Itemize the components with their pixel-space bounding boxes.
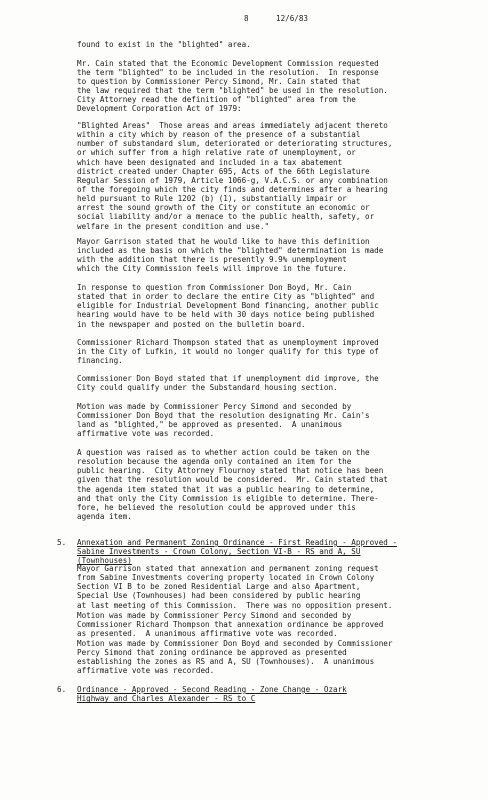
text-line: stated that in order to declare the entire City as "blighted" and xyxy=(77,292,375,302)
text-line: fore, he believed the resolution could be approved under this xyxy=(77,502,356,512)
text-line: Commissioner Don Boyd that the resolution designating Mr. Cain's xyxy=(77,411,370,421)
text-line: to question by Commissioner Percy Simond, Mr. Cain stated that xyxy=(77,77,361,87)
text-line: the term "blighted" to be included in the resolution. In response xyxy=(77,68,379,78)
text-line: City Attorney read the definition of "blighted" area from the xyxy=(77,95,356,104)
text-line: found to exist in the "blighted" area. xyxy=(77,40,251,49)
text-line: public hearing. City Attorney Flournoy stated that notice has been xyxy=(77,466,384,476)
text-line: which the City Commission feels will improve in the future. xyxy=(77,264,347,274)
paragraph xyxy=(77,564,477,610)
paragraph xyxy=(77,448,477,521)
text-line: affirmative vote was recorded. xyxy=(77,666,215,676)
paragraph xyxy=(77,283,477,329)
text-line: affirmative vote was recorded. xyxy=(77,429,215,439)
text-line: Regular Session of 1979, Article 1066-g, V.A.C.S. or any combination xyxy=(77,175,388,185)
text-line: within a city which by reason of the presence of a substantial xyxy=(77,130,361,140)
text-line: Mr. Cain stated that the Economic Development Commission requested xyxy=(77,59,379,68)
text-line: included as the basis on which the "blighted" determination is made xyxy=(77,246,384,256)
text-line: Mayor Garrison stated that annexation and permanent zoning request xyxy=(77,564,379,573)
text-line: Section VI B to be zoned Residential Large and also Apartment, xyxy=(77,582,361,592)
text-line: agenda item. xyxy=(77,511,132,521)
text-line: land as "blighted," be approved as presented. A unanimous xyxy=(77,420,343,430)
text-line: resolution because the agenda only contained an item for the xyxy=(77,457,352,467)
text-line: held pursuant to Rule 1202 (b) (1), substantially impair or xyxy=(77,194,347,204)
text-line: the agenda item stated that it was a public hearing to determine, xyxy=(77,484,375,494)
paragraph xyxy=(77,611,477,638)
text-line: the law required that the term "blighted" be used in the resolution. xyxy=(77,86,388,96)
text-line: Motion was made by Commissioner Percy Simond and seconded by xyxy=(77,611,352,620)
text-line: Ordinance - Approved - Second Reading - Zone Change - Ozark xyxy=(77,685,347,694)
text-line: Highway and Charles Alexander - RS to C xyxy=(77,694,256,704)
text-line: with the addition that there is presently 9.9% unemployment xyxy=(77,255,347,265)
text-line: or which suffer from a high relative rate of unemployment, or xyxy=(77,148,356,158)
text-line: district created under Chapter 695, Acts of the 66th Legislature xyxy=(77,166,370,176)
agenda-item-number: 5. xyxy=(57,538,67,547)
paragraph xyxy=(77,639,477,676)
text-line: Annexation and Permanent Zoning Ordinance - First Reading - Approved - xyxy=(77,538,398,547)
page-number: 8 xyxy=(244,14,249,23)
text-line: (Townhouses) xyxy=(77,556,132,566)
text-line: Commissioner Richard Thompson that annexation ordinance be approved xyxy=(77,620,384,630)
text-line: as presented. A unanimous affirmative vote was recorded. xyxy=(77,629,338,639)
text-line: and that only the City Commission is eligible to determine. There- xyxy=(77,493,379,503)
paragraph xyxy=(77,40,477,49)
text-line: number of substandard slum, deteriorated or deteriorating structures, xyxy=(77,139,393,149)
text-line: from Sabine Investments covering property located in Crown Colony xyxy=(77,573,375,583)
text-line: which have been designated and included in a tax abatement xyxy=(77,157,343,167)
text-line: Motion was made by Commissioner Percy Simond and seconded by xyxy=(77,402,352,411)
text-line: City could qualify under the Substandard housing section. xyxy=(77,383,338,393)
text-line: Commissioner Richard Thompson stated that as unemployment improved xyxy=(77,338,379,347)
text-line: Special Use (Townhouses) had been considered by public hearing xyxy=(77,591,361,601)
agenda-item-heading xyxy=(57,685,477,704)
text-line: Mayor Garrison stated that he would like to have this definition xyxy=(77,237,370,246)
text-line: "Blighted Areas" Those areas and areas immediately adjacent thereto xyxy=(77,121,388,130)
paragraph xyxy=(77,338,477,365)
text-line: Development Corporation Act of 1979: xyxy=(77,104,242,114)
paragraph xyxy=(77,237,477,274)
text-line: at last meeting of this Commission. There was no opposition present. xyxy=(77,600,393,610)
paragraph xyxy=(77,374,477,392)
paragraph xyxy=(77,121,477,231)
text-line: of the foregoing which the city finds and determines after a hearing xyxy=(77,184,388,194)
paragraph xyxy=(77,59,477,96)
agenda-item-number: 6. xyxy=(57,685,67,694)
text-line: social liability and/or a menace to the public health, safety, or xyxy=(77,212,375,222)
text-line: financing. xyxy=(77,356,123,366)
text-line: in the City of Lufkin, it would no longer qualify for this type of xyxy=(77,347,379,357)
agenda-item-heading xyxy=(57,538,477,566)
text-line: given that the resolution would be considered. Mr. Cain stated that xyxy=(77,475,388,485)
text-line: hearing would have to be held with 30 days notice being published xyxy=(77,310,375,320)
text-line: in the newspaper and posted on the bulletin board. xyxy=(77,319,306,329)
text-line: In response to question from Commissioner Don Boyd, Mr. Cain xyxy=(77,283,352,292)
text-line: Commissioner Don Boyd stated that if unemployment did improve, the xyxy=(77,374,379,383)
meeting-date: 12/6/83 xyxy=(276,14,309,23)
text-line: welfare in the present condition and use." xyxy=(77,221,270,231)
text-line: Sabine Investments - Crown Colony, Section VI-B - RS and A, SU xyxy=(77,547,361,557)
text-line: Percy Simond that zoning ordinance be approved as presented xyxy=(77,648,347,658)
text-line: arrest the sound growth of the City or constitute an economic or xyxy=(77,203,370,213)
text-line: establishing the zones as RS and A, SU (Townhouses). A unanimous xyxy=(77,657,375,667)
paragraph xyxy=(77,402,477,439)
text-line: eligible for Industrial Development Bond financing, another public xyxy=(77,301,379,311)
text-line: Motion was made by Commissioner Don Boyd and seconded by Commissioner xyxy=(77,639,393,648)
text-line: A question was raised as to whether action could be taken on the xyxy=(77,448,370,457)
paragraph xyxy=(77,95,477,113)
